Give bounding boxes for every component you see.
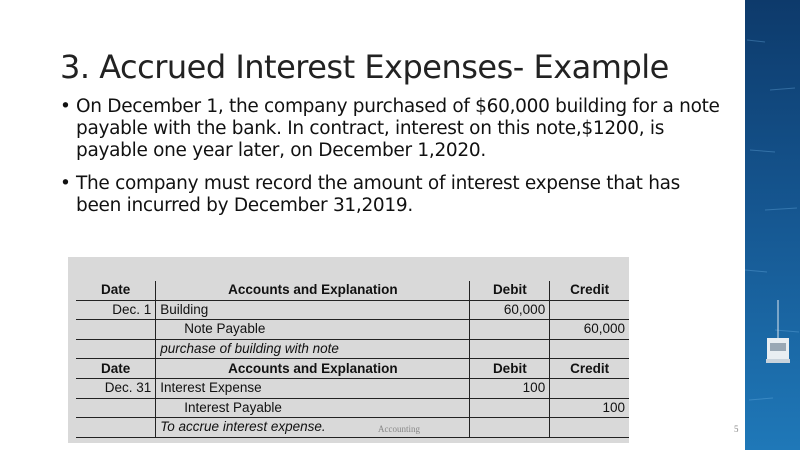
cell-date — [76, 320, 156, 340]
cell-debit — [470, 320, 550, 340]
table-row — [76, 339, 629, 359]
cell-date — [76, 339, 156, 359]
cell-date: Dec. 1 — [76, 300, 156, 320]
journal-entries-image — [68, 257, 629, 443]
cell-debit: 100 — [470, 378, 550, 398]
cell-credit — [550, 300, 629, 320]
bullet-list — [60, 96, 730, 228]
cell-debit — [470, 398, 550, 418]
bullet-text: On December 1, the company purchased of $60,000 building for a note payable with the bank. In contract, interest on this note,$1200, is payable one year later, on December 1,2020. — [76, 96, 720, 161]
page-number: 5 — [734, 424, 739, 434]
header-account: Accounts and Explanation — [156, 281, 470, 300]
cell-account: Interest Payable — [156, 398, 470, 418]
cell-date — [76, 418, 156, 438]
table-header-row — [76, 281, 629, 300]
bullet-icon: • — [60, 96, 71, 117]
header-debit: Debit — [470, 359, 550, 379]
cell-account: Interest Expense — [156, 378, 470, 398]
table-row — [76, 300, 629, 320]
bullet-item — [60, 173, 730, 217]
cell-date: Dec. 31 — [76, 378, 156, 398]
cell-credit — [550, 339, 629, 359]
bullet-text: The company must record the amount of interest expense that has been incurred by December 31,2019. — [76, 173, 681, 216]
table-row — [76, 320, 629, 340]
cell-credit — [550, 418, 629, 438]
cell-credit: 60,000 — [550, 320, 629, 340]
table-row — [76, 378, 629, 398]
slide-title: 3. Accrued Interest Expenses- Example — [60, 48, 669, 86]
header-date: Date — [76, 359, 156, 379]
table-row — [76, 418, 629, 438]
cell-credit — [550, 378, 629, 398]
table-row — [76, 398, 629, 418]
cell-account: Note Payable — [156, 320, 470, 340]
cell-debit — [470, 339, 550, 359]
cell-debit: 60,000 — [470, 300, 550, 320]
sea-photo-strip — [745, 0, 800, 450]
cell-credit: 100 — [550, 398, 629, 418]
sea-image — [745, 0, 800, 450]
header-debit: Debit — [470, 281, 550, 300]
cell-explanation: purchase of building with note — [156, 339, 470, 359]
bullet-item — [60, 96, 730, 162]
cell-date — [76, 398, 156, 418]
table-header-row — [76, 359, 629, 379]
header-date: Date — [76, 281, 156, 300]
journal-table — [76, 281, 629, 438]
cell-account: Building — [156, 300, 470, 320]
bullet-icon: • — [60, 173, 71, 194]
header-account: Accounts and Explanation — [156, 359, 470, 379]
header-credit: Credit — [550, 281, 629, 300]
header-credit: Credit — [550, 359, 629, 379]
slide-footer: Accounting — [378, 424, 420, 434]
cell-debit — [470, 418, 550, 438]
cell-explanation: To accrue interest expense. — [156, 418, 470, 438]
